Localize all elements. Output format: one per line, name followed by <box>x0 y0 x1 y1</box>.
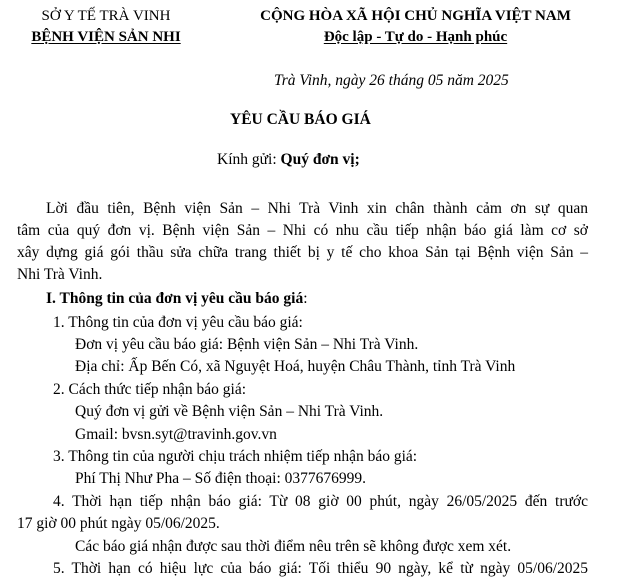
date-line: Trà Vinh, ngày 26 tháng 05 năm 2025 <box>274 72 509 89</box>
nation-title: CỘNG HÒA XÃ HỘI CHỦ NGHĨA VIỆT NAM <box>260 8 571 24</box>
item-3: 3. Thông tin của người chịu trách nhiệm tiếp nhận báo giá: <box>53 448 418 465</box>
section-heading-text: I. Thông tin của đơn vị yêu cầu báo giá <box>46 290 304 307</box>
item-1: 1. Thông tin của đơn vị yêu cầu báo giá: <box>53 314 303 331</box>
item-2-send: Quý đơn vị gửi về Bệnh viện Sản – Nhi Trà Vinh. <box>75 403 384 420</box>
item-1-unit: Đơn vị yêu cầu báo giá: Bệnh viện Sản – Nhi Trà Vinh. <box>75 336 419 353</box>
greeting-recipient: Quý đơn vị; <box>280 151 360 168</box>
section-heading-colon: : <box>303 290 308 307</box>
hospital-name <box>0 29 212 46</box>
document-title: YÊU CẦU BÁO GIÁ <box>230 111 371 128</box>
item-2: 2. Cách thức tiếp nhận báo giá: <box>53 381 247 398</box>
item-4-line-2: 17 giờ 00 phút ngày 05/06/2025. <box>17 515 220 532</box>
item-1-address: Địa chỉ: Ấp Bến Có, xã Nguyệt Hoá, huyện Châu Thành, tỉnh Trà Vinh <box>75 358 516 375</box>
item-3-person: Phí Thị Như Pha – Số điện thoại: 0377676999. <box>75 470 366 487</box>
intro-line-2: tâm của quý đơn vị. Bệnh viện Sản – Nhi có nhu cầu tiếp nhận báo giá làm cơ sở <box>17 222 588 239</box>
motto-text: Độc lập - Tự do - Hạnh phúc <box>323 29 508 45</box>
greeting <box>217 151 360 169</box>
agency-name: SỞ Y TẾ TRÀ VINH <box>41 8 171 24</box>
item-4-note: Các báo giá nhận được sau thời điểm nêu trên sẽ không được xem xét. <box>75 538 512 555</box>
intro-line-3: xây dựng giá gói thầu sửa chữa trang thiết bị y tế cho khoa Sản tại Bệnh viện Sản – <box>17 244 588 261</box>
hospital-name-text: BỆNH VIỆN SẢN NHI <box>31 29 181 45</box>
section-heading <box>46 290 308 308</box>
motto <box>212 29 619 46</box>
item-2-email: Gmail: bvsn.syt@travinh.gov.vn <box>75 426 277 443</box>
greeting-prefix: Kính gửi: <box>217 151 281 168</box>
item-5-line-1: 5. Thời hạn có hiệu lực của báo giá: Tối thiểu 90 ngày, kể từ ngày 05/06/2025 <box>53 560 588 577</box>
intro-line-1: Lời đầu tiên, Bệnh viện Sản – Nhi Trà Vinh xin chân thành cảm ơn sự quan <box>46 200 588 217</box>
item-4-line-1: 4. Thời hạn tiếp nhận báo giá: Từ 08 giờ 00 phút, ngày 26/05/2025 đến trước <box>53 493 588 510</box>
intro-line-4: Nhi Trà Vinh. <box>17 266 103 283</box>
